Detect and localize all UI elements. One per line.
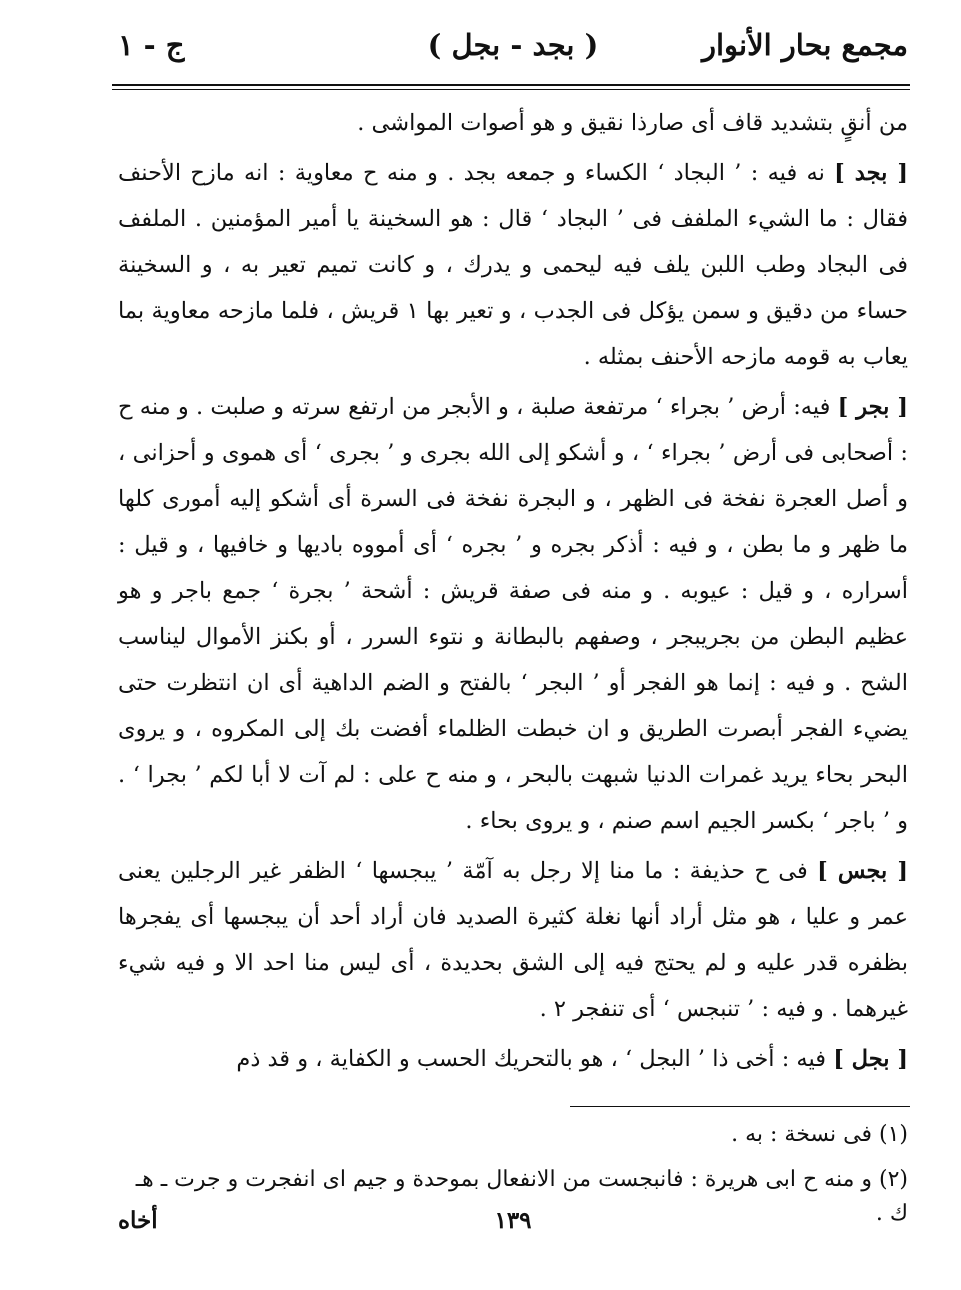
paragraph-continuation <box>118 100 908 146</box>
entry-bajas <box>118 848 908 1032</box>
entry-text: فى ح حذيفة : ما منا إلا رجل به آمّة ’ يبجسها ‘ الظفر غير الرجلين يعنى عمر و عليا ، هو مثل أراد أنها نغلة كثيرة الصديد فان أراد أحد أن يبجسها أى يفجرها بظفره قدر عليه و لم يحتج فيه إلى الشق بحديدة ، أى ليس منا احد الا و فيه شيء غيرهما . و فيه : ’ تنبجس ‘ أى تنفجر ٢ . <box>118 858 908 1022</box>
entry-text: فيه: أرض ’ بجراء ‘ مرتفعة صلبة ، و الأبجر من ارتفع سرته و صلبت . و منه ح : أصحابى فى أرض ’ بجراء ‘ ، و أشكو إلى الله بجرى و ’ بجرى ‘ أى هموى و أحزانى ، و أصل العجرة نفخة فى الظهر ، و البجرة نفخة فى السرة أى أشكو إليه أمورى كلها ما ظهر و ما بطن ، و فيه : أذكر بجره و ’ بجره ‘ أى أمووه باديها و خافيها ، و قيل : أسراره ، و قيل : عيوبه . و منه فى صفة قريش : أشحة ’ بجرة ‘ جمع باجر و هو عظيم البطن من بجريبجر ، وصفهم بالبطانة و نتوء السرر ، أو بكنز الأموال ليناسب الشح . و فيه : إنما هو الفجر أو ’ البجر ‘ بالفتح و الضم الداهية أى ان انتظرت حتى يضيء الفجر أبصرت الطريق و ان خبطت الظلماء أفضت بك إلى المكروه ، و يروى البحر بحاء يريد غمرات الدنيا شبهت بالبحر ، و منه ح على : لم آت لا أبا لكم ’ بجرا ‘ . و ’ باجر ‘ بكسر الجيم اسم صنم ، و يروى بحاء . <box>118 394 908 834</box>
page-body <box>118 100 908 1086</box>
entry-headword: [ بجد ] <box>834 160 908 186</box>
entry-bajar <box>118 384 908 844</box>
page-number: ١٣٩ <box>494 1207 532 1234</box>
volume-label: ج - ١ <box>118 28 185 62</box>
entry-text: نه فيه : ’ البجاد ‘ الكساء و جمعه بجد . و منه ح معاوية : انه مازح الأحنف فقال : ما الشيء الملفف فى ’ البجاد ‘ قال : هو السخينة يا أمير المؤمنين . الملفف فى البجاد وطب اللبن يلف فيه ليحمى و يدرك ، و كانت تميم تعير به ، و السخينة حساء من دقيق و سمن يؤكل فى الجدب ، و تعير بها ١ قريش ، فلما مازحه معاوية بما يعاب به قومه مازحه الأحنف بمثله . <box>118 160 908 370</box>
entry-headword: [ بجس ] <box>817 858 908 884</box>
entry-headword: [ بجل ] <box>833 1046 908 1072</box>
entry-bajal <box>118 1036 908 1082</box>
catchword: أخاه <box>118 1207 158 1234</box>
footnote-2: (٢) و منه ح ابى هريرة : فانبجست من الانفعال بموحدة و جيم اى انفجرت و جرت ـ هـ ك . <box>135 1167 908 1226</box>
header-rule-thin <box>112 89 910 90</box>
footnote-1: (١) فى نسخة : به . <box>731 1122 908 1147</box>
running-header <box>118 28 908 72</box>
entry-range: ( بجد - بجل ) <box>427 28 599 62</box>
page-footer <box>118 1207 908 1247</box>
entry-bajad <box>118 150 908 380</box>
footnote-rule <box>570 1106 910 1107</box>
book-title: مجمع بحار الأنوار <box>702 28 908 62</box>
paragraph-text: من أنقٍ بتشديد قاف أى صارذا نقيق و هو أصوات المواشى . <box>357 110 908 136</box>
entry-text: فيه : أخى ذا ’ البجل ‘ ، هو بالتحريك الحسب و الكفاية ، و قد ذم <box>236 1046 834 1072</box>
entry-headword: [ بجر ] <box>837 394 908 420</box>
header-rule-thick <box>112 84 910 86</box>
